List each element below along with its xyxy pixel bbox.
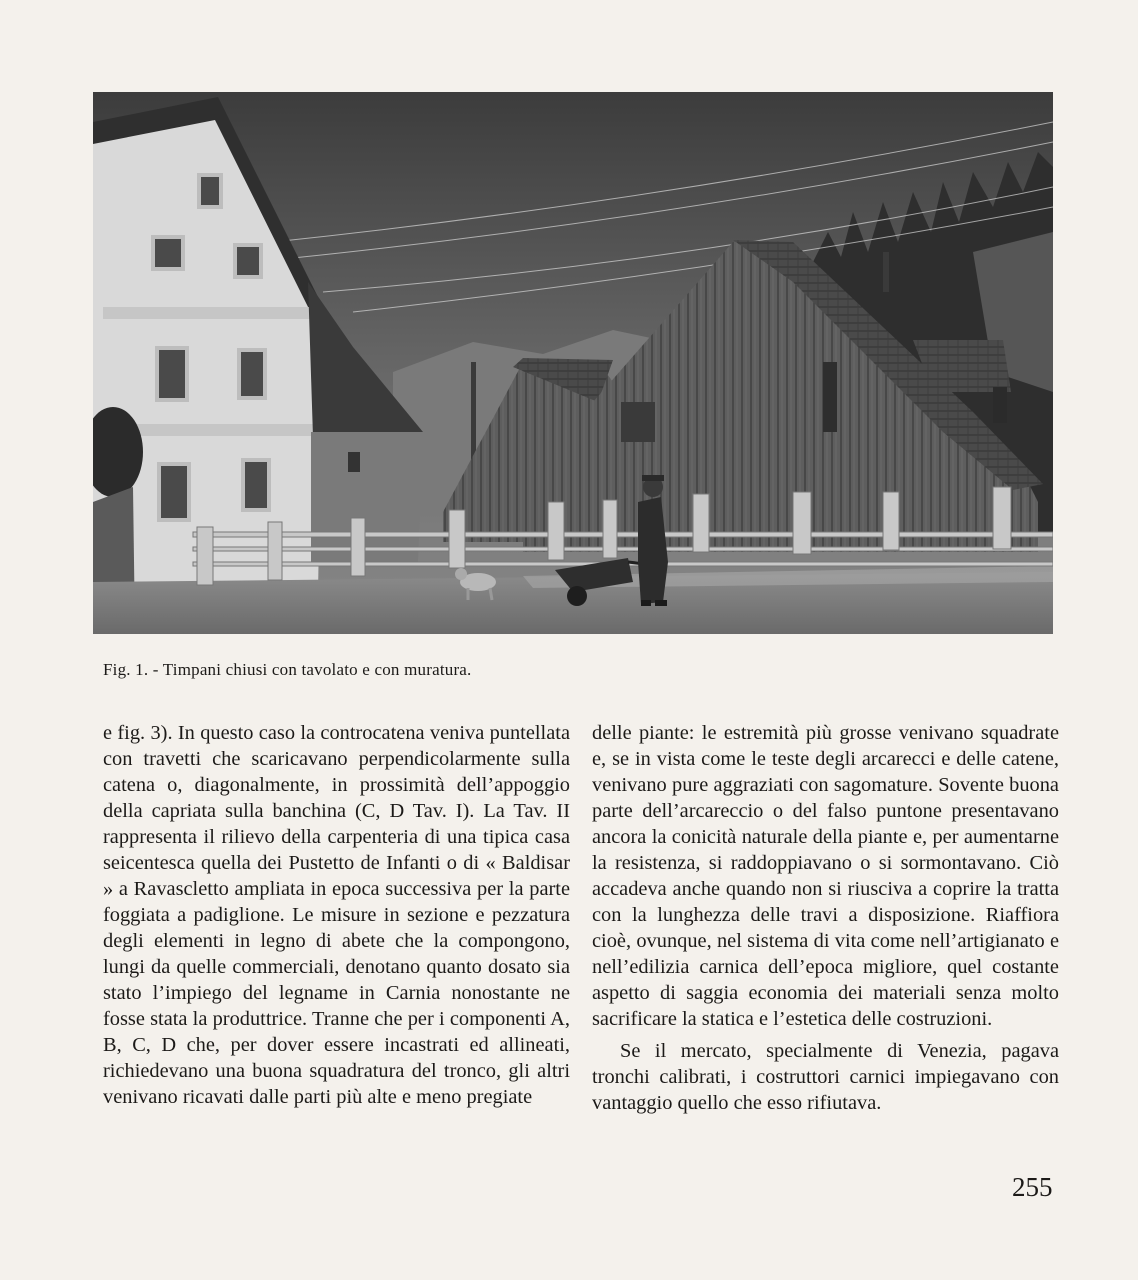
text-column-right [592, 720, 1059, 1116]
figure-photo [93, 92, 1053, 634]
body-paragraph: delle piante: le estremità più grosse venivano squadrate e, se in vista come le teste degli arcarecci e delle catene, venivano pure aggraziati con sagomature. Sovente buona parte dell’arcareccio o del falso puntone presentavano ancora la conicità naturale della piante e, per aumentarne la resistenza, si raddoppiavano o si sormontavano. Ciò accadeva anche quando non si riusciva a coprire la tratta con la lunghezza delle travi a disposizione. Riaffiora cioè, ovunque, nel sistema di vita come nell’artigianato e nell’edilizia carnica dell’epoca migliore, quel costante aspetto di saggia economia dei materiali senza molto sacrificare la statica e l’estetica delle costruzioni. [592, 722, 1059, 1030]
village-photograph [93, 92, 1053, 634]
page-number: 255 [1012, 1172, 1053, 1202]
body-paragraph: Se il mercato, specialmente di Venezia, pagava tronchi calibrati, i costruttori carnici impiegavano con vantaggio quello che esso rifiutava. [592, 1040, 1059, 1114]
figure-caption: Fig. 1. - Timpani chiusi con tavolato e con muratura. [103, 660, 472, 679]
text-column-left [103, 720, 570, 1110]
body-paragraph: e fig. 3). In questo caso la controcatena veniva puntellata con travetti che scaricavano perpendicolarmente sulla catena o, diagonalmente, in prossimità dell’appoggio della capriata sulla banchina (C, D Tav. I). La Tav. II rappresenta il rilievo della carpenteria di una tipica casa seicentesca quella dei Pustetto de Infanti o di « Baldisar » a Ravascletto ampliata in epoca successiva per la parte foggiata a padiglione. Le misure in sezione e pezzatura degli elementi in legno di abete che la compongono, lungi da quelle commerciali, denotano quanto dosato sia stato l’impiego del legname in Carnia nonostante ne fosse stata la produttrice. Tranne che per i componenti A, B, C, D che, per dover essere incastrati ed allineati, richiedevano una buona squadratura del tronco, gli altri venivano ricavati dalle parti più alte e meno pregiate [103, 722, 570, 1108]
